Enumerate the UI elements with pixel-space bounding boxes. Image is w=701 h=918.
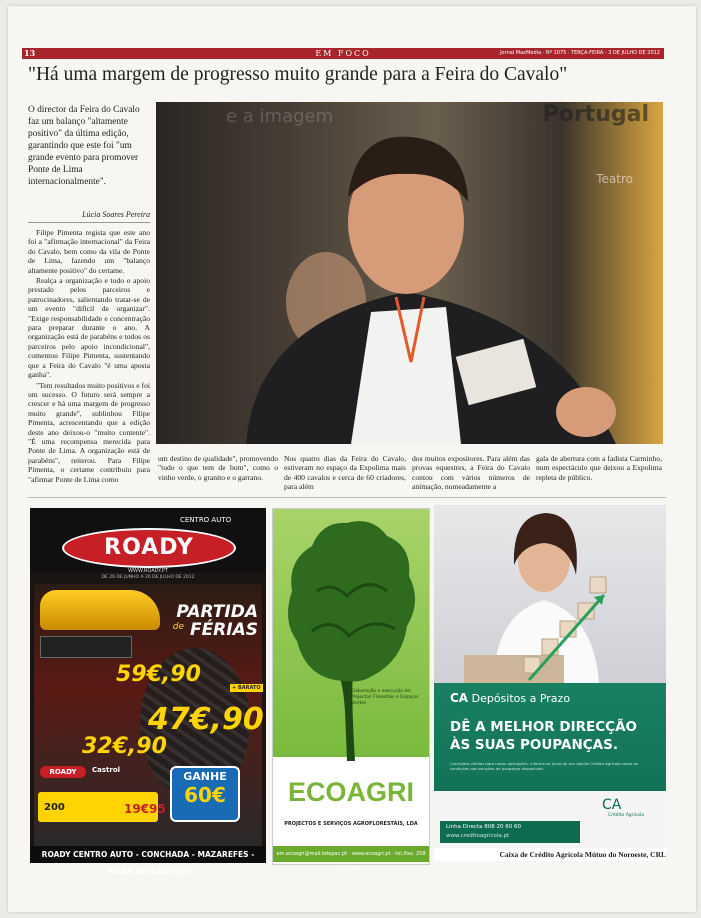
issue-meta: Jornal MaxMedia · Nº 1075 · TERÇA-FEIRA · 3 DE JULHO DE 2012	[500, 50, 660, 56]
ca-product-line	[450, 691, 570, 705]
ca-headline-1: DÊ A MELHOR DIRECÇÃO	[450, 719, 637, 735]
roady-offer-200: 200	[44, 802, 65, 813]
castrol-logo: Castrol	[92, 766, 121, 774]
paragraph: Realça a organização e todo o apoio prestado pelos parceiros e patrocinadores, salientando tratar-se de um evento "difícil de organizar". "Exige responsabilidade e concentração para preparar durante o ano. A organização está de parabéns e todos os parceiros pelo apoio incondicional", comentou Filipe Pimenta, sustentando que a Feira do Cavalo "é uma aposta ganha".	[28, 276, 150, 380]
roady-barato-badge: + BARATO	[232, 685, 261, 691]
ca-caption: Caixa de Crédito Agrícola Mútuo do Noroeste, CRL	[434, 848, 666, 861]
roady-ganhe-value: 60€	[184, 783, 226, 807]
car-image	[40, 590, 160, 630]
paragraph: "Tem resultados muito positivos e foi um sucesso. O futuro será sempre a crescer e há uma margem de progresso muito grande", sublinhou Filipe Pimenta, acrescentando que a edição deste ano deixou-o "muito contente". "É uma recompensa merecida para Ponte de Lima. A organização está de parabéns", reiterou. Para Filipe Pimenta, o certame contribuiu para "afirmar Ponte de Lima como	[28, 380, 150, 484]
roady-centro-auto: CENTRO AUTO	[180, 516, 232, 524]
tree-icon	[277, 511, 425, 761]
ecoagri-logo: ECOAGRI	[287, 777, 414, 807]
section-name: EM FOCO	[315, 49, 371, 58]
paragraph: Filipe Pimenta regista que este ano foi a "afirmação internacional" da Feira do Cavalo, bem como da vila de Ponte de Lima, fazendo um "balanço altamente positivo" do certame.	[28, 228, 150, 275]
photo-sign-text: Teatro	[596, 172, 633, 186]
roady-offer-price: 19€95	[124, 802, 166, 816]
article-column-4: dos muitos expositores. Para além das provas equestres, a Feira do Cavalo contou com vários números de animação, nomeadamente a	[412, 454, 530, 492]
roady-ferias: FÉRIAS	[189, 620, 258, 640]
ca-headline-2: ÀS SUAS POUPANÇAS.	[450, 737, 618, 753]
woman-with-blocks-image	[434, 505, 666, 683]
ca-site: www.creditoagricola.pt	[446, 833, 510, 839]
roady-price-2: 47€,90	[148, 702, 264, 737]
roady-price-1: 59€,90	[116, 662, 201, 687]
article-photo	[156, 102, 663, 444]
ca-logo-subtitle: Crédito Agrícola	[608, 813, 644, 818]
article-column-2: um destino de qualidade", promovendo "tudo o que tem de bom", como o vinho verde, o granito e o garrano.	[158, 454, 278, 482]
roady-partida: PARTIDA	[176, 602, 258, 622]
ca-fine-print: Condições válidas para novas aplicações. Informe-se junto do seu balcão Crédito Agrícola sobre as condições das soluções de poupança disponíveis.	[450, 761, 638, 771]
article-column-3: Nos quatro dias da Feira do Cavalo, estiveram no espaço da Expolima mais de 400 cavalos e cerca de 60 criadores, para além	[284, 454, 406, 492]
ca-phone: Linha Directa 808 20 60 60	[446, 824, 522, 830]
ca-logo: CA	[602, 797, 622, 813]
ecoagri-services: Elaboração e execução de: Projectos Florestais e Espaços Verdes	[351, 689, 419, 706]
roady-url: WWW.ROADY.PT	[128, 568, 168, 574]
roady-ganhe-box	[170, 766, 240, 822]
page-number: 13	[24, 48, 36, 58]
page-header-bar	[22, 48, 664, 59]
roady-logo: ROADY	[62, 528, 236, 568]
section-divider	[28, 497, 666, 498]
photo-wall-text: Portugal	[542, 102, 649, 127]
roady-small-logo: ROADY	[40, 766, 86, 778]
roady-dates: DE 26 DE JUNHO A 26 DE JULHO DE 2012	[101, 575, 195, 580]
car-radio-image	[40, 636, 132, 658]
roady-footer: ROADY CENTRO AUTO - CONCHADA - MAZAREFES - VIANA DO CASTELO	[30, 846, 266, 863]
roady-de: de	[172, 622, 184, 632]
article-title: "Há uma margem de progresso muito grande para a Feira do Cavalo"	[28, 64, 568, 85]
photo-wall-text: e a imagem	[226, 106, 334, 127]
ecoagri-tagline: PROJECTOS E SERVIÇOS AGROFLORESTAIS, LDA	[284, 821, 418, 827]
article-column-1	[28, 228, 150, 485]
roady-advertisement	[30, 508, 266, 876]
ecoagri-contact: em.ecoagri@mail.telepac.pt · www.ecoagri.pt · tel./fax. 258 944 890	[273, 846, 429, 862]
credito-agricola-advertisement	[434, 505, 666, 861]
photo-figures	[156, 102, 663, 444]
ca-brand: CA	[450, 691, 469, 705]
ca-product: Depósitos a Prazo	[471, 692, 571, 705]
roady-price-3: 32€,90	[82, 734, 167, 759]
article-column-5: gala de abertura com a fadista Carminho, num espectáculo que deixou a Expolima repleta de público.	[536, 454, 662, 482]
author-divider	[28, 222, 150, 223]
article-lead: O director da Feira do Cavalo faz um balanço "altamente positivo" da última edição, garantindo que este foi "um grande evento para promover Ponte de Lima internacionalmente".	[28, 105, 140, 187]
article-author: Lúcia Soares Pereira	[82, 210, 150, 219]
ecoagri-advertisement	[272, 508, 430, 873]
roady-ganhe-label: GANHE	[183, 770, 227, 783]
ca-photo	[434, 505, 666, 683]
